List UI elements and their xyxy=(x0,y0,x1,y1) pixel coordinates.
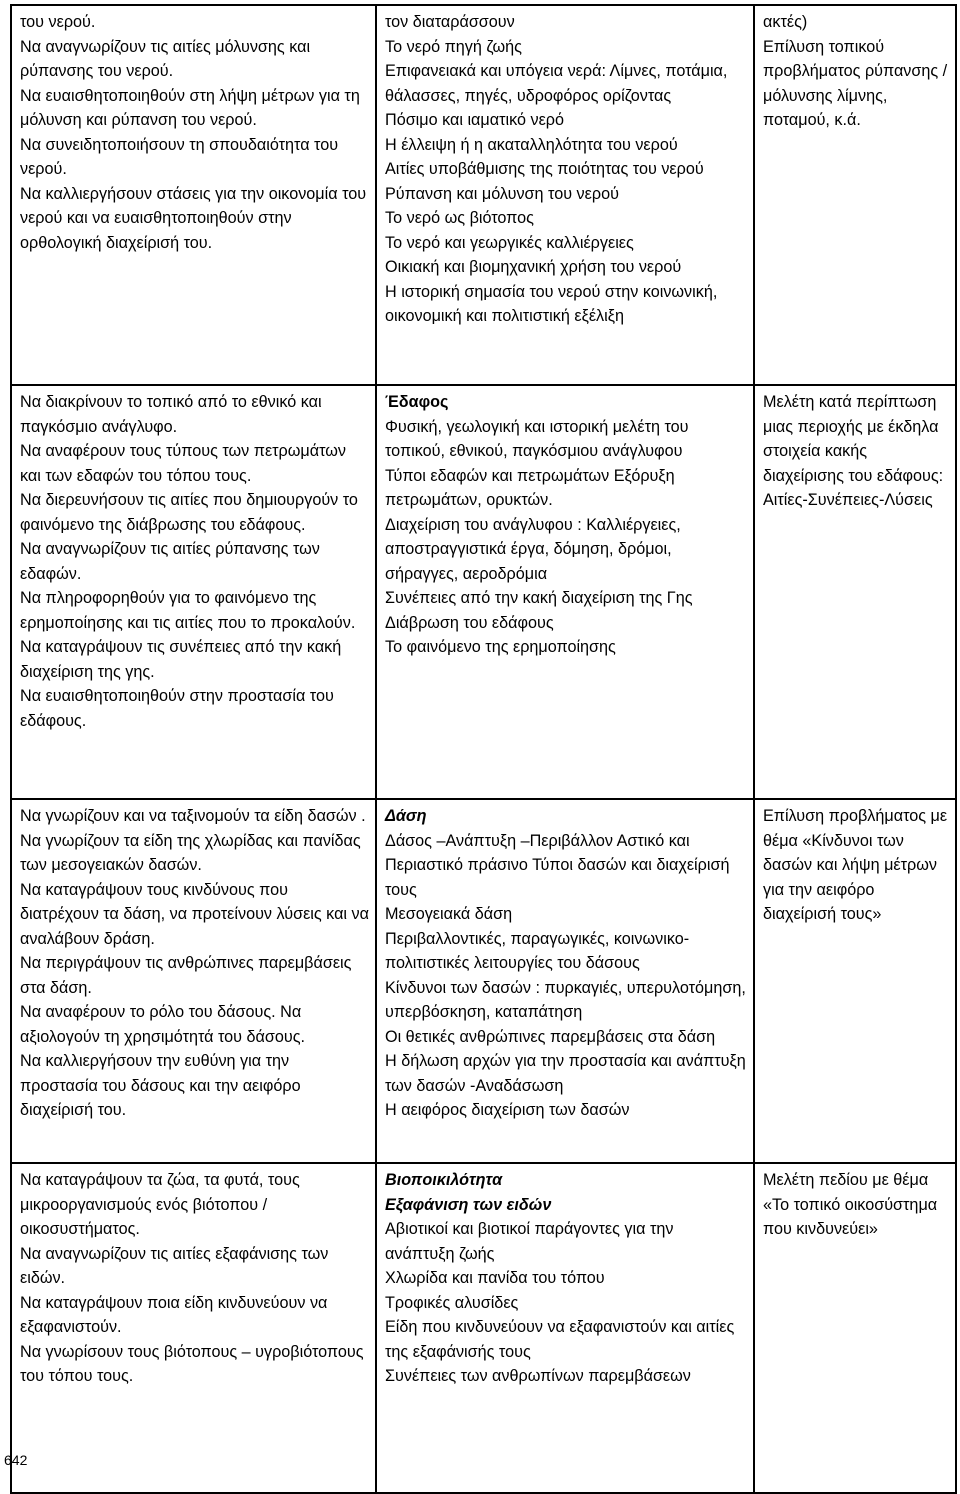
content-item: Πόσιμο και ιαματικό νερό xyxy=(385,111,565,129)
objective-item: Να διερευνήσουν τις αιτίες που δημιουργούν το φαινόμενο της διάβρωσης του εδάφους. xyxy=(20,491,358,534)
objective-item: Να αναφέρουν τους τύπους των πετρωμάτων και των εδαφών του τόπου τους. xyxy=(20,442,346,485)
activity-item: ακτές) xyxy=(763,13,808,31)
objectives-cell xyxy=(11,385,376,799)
content-item: Χλωρίδα και πανίδα του τόπου xyxy=(385,1269,605,1287)
content-item: Κίνδυνοι των δασών : πυρκαγιές, υπερυλοτόμηση, υπερβόσκηση, καταπάτηση xyxy=(385,978,746,1021)
activities-cell xyxy=(754,5,956,385)
curriculum-table xyxy=(10,4,957,1494)
content-item: Επιφανειακά και υπόγεια νερά: Λίμνες, ποτάμια, θάλασσες, πηγές, υδροφόρος ορίζοντας xyxy=(385,62,728,105)
content-cell xyxy=(376,385,754,799)
content-item: Το νερό και γεωργικές καλλιέργειες xyxy=(385,233,634,252)
content-heading: Έδαφος xyxy=(385,393,449,411)
content-item: Το νερό ως βιότοπος xyxy=(385,209,534,227)
table-body xyxy=(11,5,956,1493)
content-cell xyxy=(376,799,754,1163)
objective-item: Να γνωρίζουν και να ταξινομούν τα είδη δασών . xyxy=(20,807,366,825)
activity-item: Επίλυση προβλήματος με θέμα «Κίνδυνοι των δασών και λήψη μέτρων για την αειφόρο διαχείρισή τους» xyxy=(763,807,948,923)
objective-item: Να καταγράψουν τους κινδύνους που διατρέχουν τα δάση, να προτείνουν λύσεις και να αναλάβουν δράση. xyxy=(20,880,369,948)
objective-item: Να περιγράψουν τις ανθρώπινες παρεμβάσεις στα δάση. xyxy=(20,954,352,997)
content-item: Τύποι εδαφών και πετρωμάτων Εξόρυξη πετρωμάτων, ορυκτών. xyxy=(385,466,675,509)
content-heading: Δάση xyxy=(385,807,427,825)
objective-item: Να αναγνωρίζουν τις αιτίες ρύπανσης των εδαφών. xyxy=(20,540,320,583)
content-item: Η αειφόρος διαχείριση των δασών xyxy=(385,1101,630,1119)
content-item: Το φαινόμενο της ερημοποίησης xyxy=(385,638,616,656)
content-item: Το νερό πηγή ζωής xyxy=(385,37,522,56)
objective-item: Να καλλιεργήσουν στάσεις για την οικονομία του νερού και να ευαισθητοποιηθούν στην ορθολογική διαχείρισή του. xyxy=(20,184,367,252)
content-item: Διαχείριση του ανάγλυφου : Καλλιέργειες, αποστραγγιστικά έργα, δόμηση, δρόμοι, σήραγγες, αεροδρόμια xyxy=(385,515,681,583)
objective-item: Να καταγράψουν ποια είδη κινδυνεύουν να εξαφανιστούν. xyxy=(20,1293,328,1336)
content-item: Είδη που κινδυνεύουν να εξαφανιστούν και αιτίες της εξαφάνισής τους xyxy=(385,1318,735,1361)
objective-item: Να συνειδητοποιήσουν τη σπουδαιότητα του νερού. xyxy=(20,135,339,178)
objective-item: Να ευαισθητοποιηθούν στη λήψη μέτρων για τη μόλυνση και ρύπανση του νερού. xyxy=(20,86,360,129)
objectives-cell xyxy=(11,1163,376,1493)
content-item: Οι θετικές ανθρώπινες παρεμβάσεις στα δάση xyxy=(385,1027,716,1046)
content-item: Η έλλειψη ή η ακαταλληλότητα του νερού xyxy=(385,135,678,154)
content-item: τον διαταράσσουν xyxy=(385,13,515,31)
content-item: Διάβρωση του εδάφους xyxy=(385,613,554,632)
activities-cell xyxy=(754,799,956,1163)
table-row xyxy=(11,5,956,385)
content-item: Μεσογειακά δάση xyxy=(385,905,513,923)
table-row xyxy=(11,1163,956,1493)
table-row xyxy=(11,385,956,799)
objective-item: Να καταγράψουν τις συνέπειες από την κακή διαχείριση της γης. xyxy=(20,638,342,681)
content-heading: Εξαφάνιση των ειδών xyxy=(385,1195,552,1214)
activities-cell xyxy=(754,385,956,799)
content-item: Οικιακή και βιομηχανική χρήση του νερού xyxy=(385,258,682,276)
objective-item: Να ευαισθητοποιηθούν στην προστασία του εδάφους. xyxy=(20,687,334,730)
content-item: Ρύπανση και μόλυνση του νερού xyxy=(385,184,619,203)
objective-item: Να γνωρίσουν τους βιότοπους – υγροβιότοπους του τόπου τους. xyxy=(20,1342,364,1385)
activities-cell xyxy=(754,1163,956,1493)
content-item: Φυσική, γεωλογική και ιστορική μελέτη του τοπικού, εθνικού, παγκόσμιου ανάγλυφου xyxy=(385,417,689,460)
content-cell xyxy=(376,1163,754,1493)
content-heading: Βιοποικιλότητα xyxy=(385,1171,503,1189)
objective-item: Να διακρίνουν το τοπικό από το εθνικό και παγκόσμιο ανάγλυφο. xyxy=(20,393,322,436)
objective-item: Να πληροφορηθούν για το φαινόμενο της ερημοποίησης και τις αιτίες που το προκαλούν. xyxy=(20,589,356,632)
objective-item: Να αναγνωρίζουν τις αιτίες μόλυνσης και ρύπανσης του νερού. xyxy=(20,37,311,80)
content-item: Συνέπειες των ανθρωπίνων παρεμβάσεων xyxy=(385,1367,691,1385)
content-cell xyxy=(376,5,754,385)
activity-item: Μελέτη κατά περίπτωση μιας περιοχής με έκδηλα στοιχεία κακής διαχείρισης του εδάφους: Αιτίες-Συνέπειες-Λύσεις xyxy=(763,393,944,509)
content-item: Αβιοτικοί και βιοτικοί παράγοντες για την ανάπτυξη ζωής xyxy=(385,1220,674,1263)
objective-item: Να αναφέρουν το ρόλο του δάσους. Να αξιολογούν τη χρησιμότητά του δάσους. xyxy=(20,1003,306,1046)
content-item: Τροφικές αλυσίδες xyxy=(385,1293,519,1312)
activity-item: Επίλυση τοπικού προβλήματος ρύπανσης /μόλυνσης λίμνης, ποταμού, κ.ά. xyxy=(763,37,948,129)
content-item: Αιτίες υποβάθμισης της ποιότητας του νερού xyxy=(385,160,704,178)
objective-item: Να γνωρίζουν τα είδη της χλωρίδας και πανίδας των μεσογειακών δασών. xyxy=(20,831,361,874)
page-number: 642 xyxy=(4,1452,28,1468)
objective-item: Να καταγράψουν τα ζώα, τα φυτά, τους μικροοργανισμούς ενός βιότοπου /οικοσυστήματος. xyxy=(20,1171,300,1238)
table-row xyxy=(11,799,956,1163)
activity-item: Μελέτη πεδίου με θέμα «Το τοπικό οικοσύστημα που κινδυνεύει» xyxy=(763,1171,938,1238)
content-item: Περιβαλλοντικές, παραγωγικές, κοινωνικο-πολιτιστικές λειτουργίες του δάσους xyxy=(385,929,690,972)
content-item: Η ιστορική σημασία του νερού στην κοινωνική, οικονομική και πολιτιστική εξέλιξη xyxy=(385,282,718,325)
objectives-cell xyxy=(11,799,376,1163)
content-item: Συνέπειες από την κακή διαχείριση της Γης xyxy=(385,589,693,607)
content-item: Δάσος –Ανάπτυξη –Περιβάλλον Αστικό και Περιαστικό πράσινο Τύποι δασών και διαχείρισή τους xyxy=(385,831,730,899)
objectives-cell xyxy=(11,5,376,385)
content-item: Η δήλωση αρχών για την προστασία και ανάπτυξη των δασών -Αναδάσωση xyxy=(385,1052,746,1095)
objective-item: Να αναγνωρίζουν τις αιτίες εξαφάνισης των ειδών. xyxy=(20,1244,329,1287)
objective-item: Να καλλιεργήσουν την ευθύνη για την προστασία του δάσους και την αειφόρο διαχείρισή του. xyxy=(20,1052,301,1119)
objective-item: του νερού. xyxy=(20,13,96,31)
